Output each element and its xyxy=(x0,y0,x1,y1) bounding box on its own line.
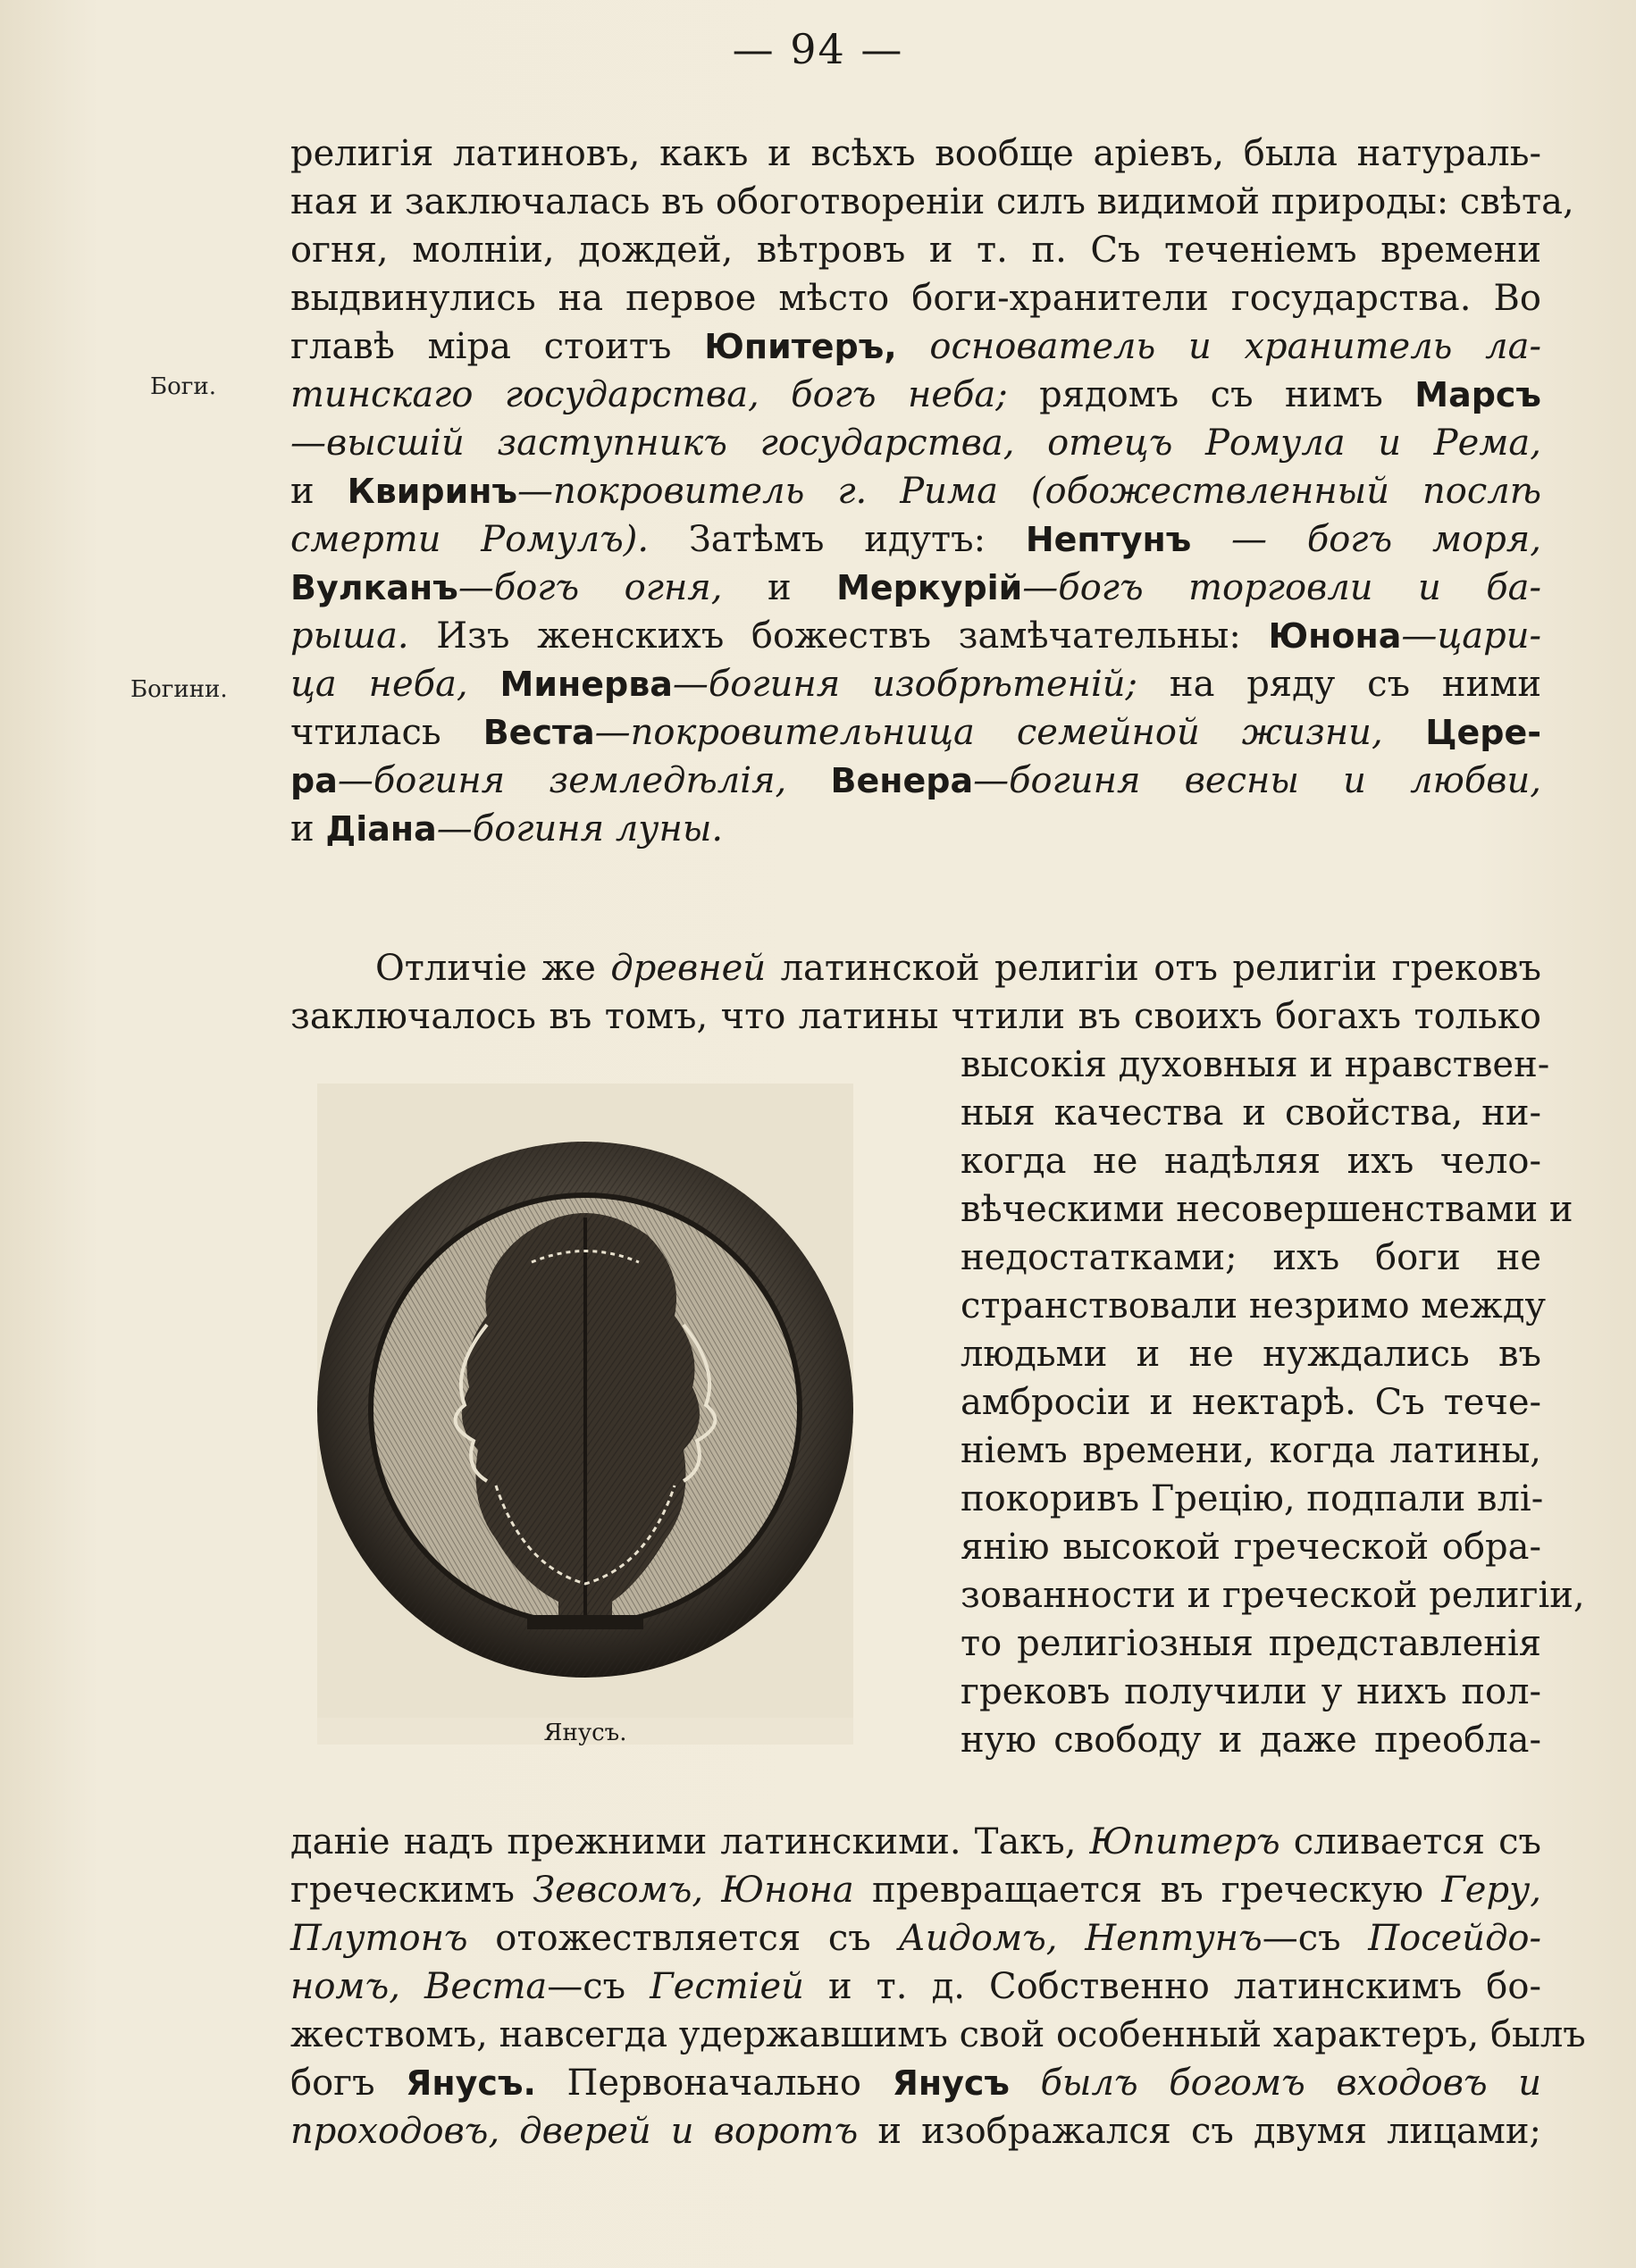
text-line: ная и заключалась въ обоготвореніи силъ видимой природы: свѣта, xyxy=(290,181,1574,222)
text-line: и Квиринъ—покровитель г. Рима (обожествленный послѣ xyxy=(290,471,1542,512)
page-number: — 94 — xyxy=(732,25,904,73)
text-line: Плутонъ отожествляется съ Аидомъ, Нептунъ—съ Посейдо- xyxy=(290,1918,1542,1959)
text-line: янію высокой греческой обра- xyxy=(961,1527,1541,1568)
text-line: странствовали незримо между xyxy=(961,1285,1546,1326)
right-column-text xyxy=(961,1041,1585,1764)
figure-caption: Янусъ. xyxy=(543,1720,627,1746)
text-line: жествомъ, навсегда удержавшимъ свой особенный характеръ, былъ xyxy=(290,2014,1586,2055)
text-line: Отличіе же древней латинской религіи отъ религіи грековъ xyxy=(375,948,1541,989)
text-line: заключалось въ томъ, что латины чтили въ своихъ богахъ только xyxy=(290,996,1541,1037)
text-line: недостатками; ихъ боги не xyxy=(961,1237,1541,1278)
text-line: ніемъ времени, когда латины, xyxy=(961,1430,1541,1471)
text-line: ныя качества и свойства, ни- xyxy=(961,1092,1541,1134)
text-line: огня, молніи, дождей, вѣтровъ и т. п. Съ теченіемъ времени xyxy=(290,230,1541,271)
text-line: высокія духовныя и нравствен- xyxy=(961,1044,1550,1085)
text-line: —высшій заступникъ государства, отецъ Ромула и Рема, xyxy=(290,423,1541,464)
text-line: когда не надѣляя ихъ чело- xyxy=(961,1141,1541,1182)
text-line: номъ, Веста—съ Гестіей и т. д. Собственно латинскимъ бо- xyxy=(290,1966,1541,2007)
text-line: главѣ міра стоитъ Юпитеръ, основатель и хранитель ла- xyxy=(290,326,1542,367)
text-line: рыша. Изъ женскихъ божествъ замѣчательны: Юнона—цари- xyxy=(290,615,1541,657)
text-line: смерти Ромулъ). Затѣмъ идутъ: Нептунъ — богъ моря, xyxy=(290,519,1541,560)
text-line: вѣческими несовершенствами и xyxy=(961,1189,1573,1230)
text-line: и Діана—богиня луны. xyxy=(290,808,724,849)
text-line: проходовъ, дверей и воротъ и изображался съ двумя лицами; xyxy=(290,2111,1541,2152)
text-line: ра—богиня земледѣлія, Венера—богиня весны и любви, xyxy=(290,760,1542,801)
text-line: греческимъ Зевсомъ, Юнона превращается въ греческую Геру, xyxy=(290,1870,1541,1911)
text-line: людьми и не нуждались въ xyxy=(961,1334,1541,1375)
text-line: ную свободу и даже преобла- xyxy=(961,1720,1541,1761)
text-line: религія латиновъ, какъ и всѣхъ вообще аріевъ, была натураль- xyxy=(290,133,1541,174)
text-line: даніе надъ прежними латинскими. Такъ, Юпитеръ сливается съ xyxy=(290,1821,1541,1862)
text-line: богъ Янусъ. Первоначально Янусъ былъ богомъ входовъ и xyxy=(290,2063,1542,2104)
janus-coin-image xyxy=(317,1084,853,1718)
text-line: чтилась Веста—покровительница семейной жизни, Цере- xyxy=(290,712,1541,753)
paragraph-1 xyxy=(290,130,1574,853)
text-line: покоривъ Грецію, подпали влі- xyxy=(961,1478,1544,1519)
text-line: грековъ получили у нихъ пол- xyxy=(961,1671,1541,1712)
paragraph-2 xyxy=(290,944,1541,1041)
text-line: выдвинулись на первое мѣсто боги-хранители государства. Во xyxy=(290,278,1541,319)
paragraph-3 xyxy=(290,1818,1586,2155)
janus-coin-illustration xyxy=(317,1084,853,1745)
text-line: тинскаго государства, богъ неба; рядомъ съ нимъ Марсъ xyxy=(290,374,1541,415)
show-through-text xyxy=(107,205,114,232)
text-line: ца неба, Минерва—богиня изобрѣтеній; на ряду съ ними xyxy=(290,664,1541,705)
text-line: Вулканъ—богъ огня, и Меркурій—богъ торговли и ба- xyxy=(290,567,1542,608)
margin-note-gods: Боги. xyxy=(150,373,216,400)
text-line: амбросіи и нектарѣ. Съ тече- xyxy=(961,1382,1541,1423)
text-line: то религіозныя представленія xyxy=(961,1623,1541,1664)
margin-note-goddesses: Богини. xyxy=(130,676,228,703)
text-line: зованности и греческой религіи, xyxy=(961,1575,1585,1616)
